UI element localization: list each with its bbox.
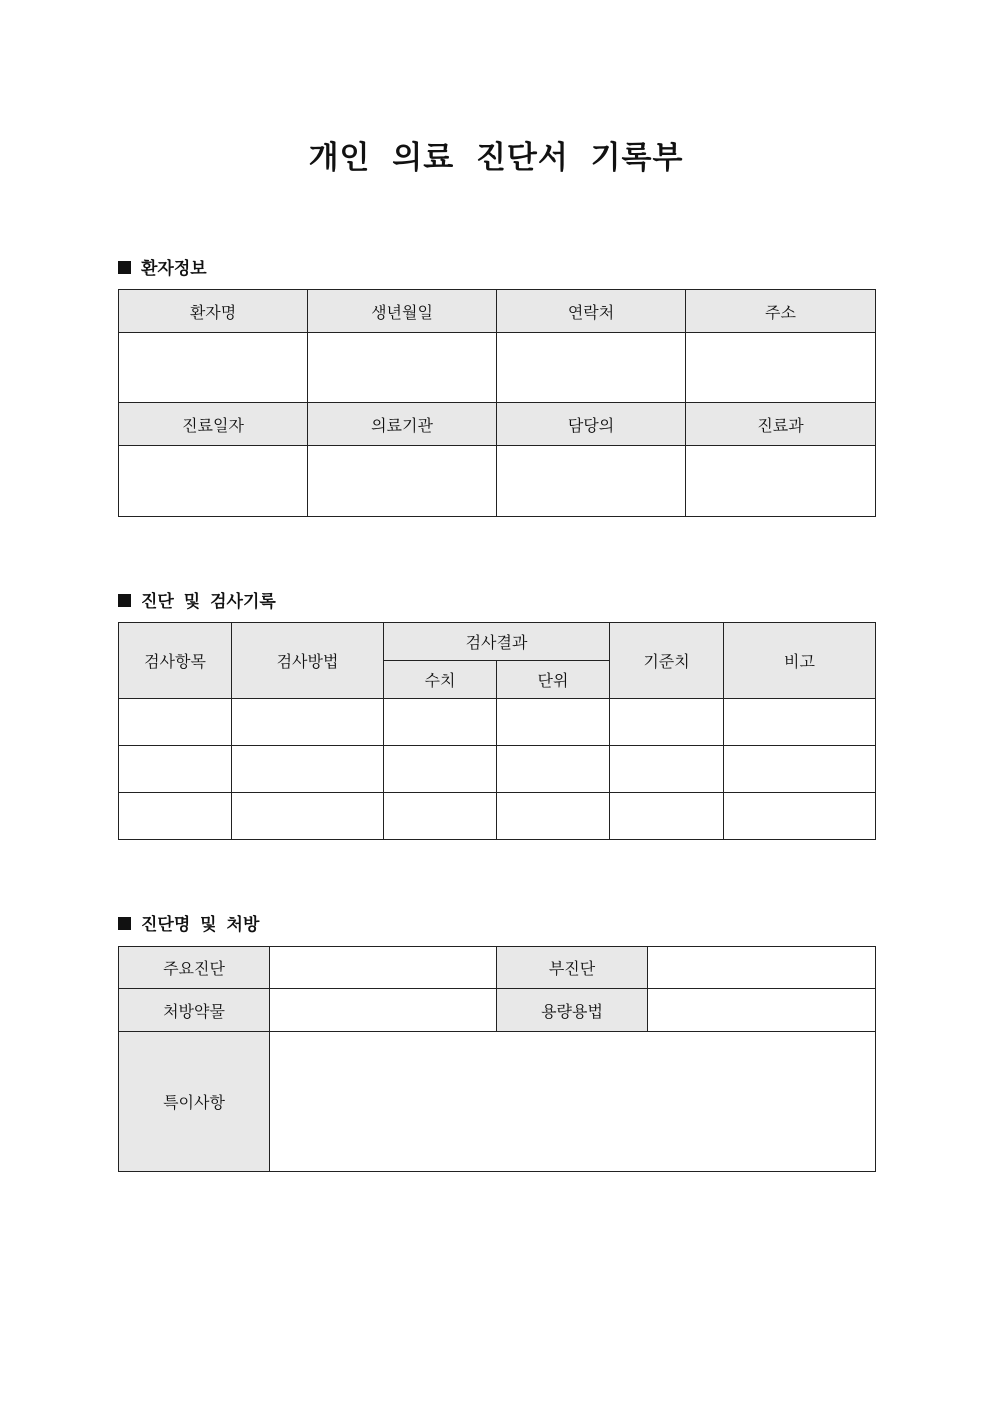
contact-field[interactable] <box>497 333 686 403</box>
exam-method-cell[interactable] <box>232 793 384 840</box>
header-department: 진료과 <box>686 403 876 446</box>
header-unit: 단위 <box>497 661 610 699</box>
exam-value-cell[interactable] <box>384 699 497 746</box>
patient-info-table <box>118 289 876 517</box>
section-heading-diagnosis <box>118 910 259 935</box>
document-title: 개인 의료 진단서 기록부 <box>308 140 684 176</box>
header-exam-item: 검사항목 <box>119 623 232 699</box>
sub-diagnosis-label: 부진단 <box>497 947 648 989</box>
header-reference: 기준치 <box>610 623 724 699</box>
dosage-label: 용량용법 <box>497 989 648 1032</box>
medication-field[interactable] <box>270 989 497 1032</box>
remarks-label: 특이사항 <box>119 1032 270 1172</box>
header-visit-date: 진료일자 <box>119 403 308 446</box>
exam-unit-cell[interactable] <box>497 699 610 746</box>
medication-label: 처방약물 <box>119 989 270 1032</box>
header-patient-name: 환자명 <box>119 290 308 333</box>
header-birthdate: 생년월일 <box>308 290 497 333</box>
exam-note-cell[interactable] <box>724 793 876 840</box>
main-diagnosis-field[interactable] <box>270 947 497 989</box>
square-bullet-icon <box>118 594 131 607</box>
header-institution: 의료기관 <box>308 403 497 446</box>
exam-method-cell[interactable] <box>232 746 384 793</box>
address-field[interactable] <box>686 333 876 403</box>
header-doctor: 담당의 <box>497 403 686 446</box>
exam-record-table <box>118 622 876 840</box>
table-row <box>119 793 876 840</box>
section-heading-patient <box>118 254 207 279</box>
header-address: 주소 <box>686 290 876 333</box>
section-heading-text: 진단명 및 처방 <box>141 915 260 935</box>
table-row <box>119 746 876 793</box>
table-row <box>119 699 876 746</box>
exam-unit-cell[interactable] <box>497 793 610 840</box>
exam-value-cell[interactable] <box>384 746 497 793</box>
exam-note-cell[interactable] <box>724 699 876 746</box>
patient-name-field[interactable] <box>119 333 308 403</box>
section-heading-text: 진단 및 검사기록 <box>141 592 276 612</box>
header-note: 비고 <box>724 623 876 699</box>
header-exam-result: 검사결과 <box>384 623 610 661</box>
exam-item-cell[interactable] <box>119 746 232 793</box>
exam-reference-cell[interactable] <box>610 793 724 840</box>
remarks-field[interactable] <box>270 1032 876 1172</box>
exam-reference-cell[interactable] <box>610 746 724 793</box>
department-field[interactable] <box>686 446 876 517</box>
section-heading-text: 환자정보 <box>141 259 207 279</box>
exam-item-cell[interactable] <box>119 793 232 840</box>
sub-diagnosis-field[interactable] <box>648 947 876 989</box>
exam-unit-cell[interactable] <box>497 746 610 793</box>
birthdate-field[interactable] <box>308 333 497 403</box>
institution-field[interactable] <box>308 446 497 517</box>
doctor-field[interactable] <box>497 446 686 517</box>
exam-item-cell[interactable] <box>119 699 232 746</box>
exam-reference-cell[interactable] <box>610 699 724 746</box>
header-exam-method: 검사방법 <box>232 623 384 699</box>
main-diagnosis-label: 주요진단 <box>119 947 270 989</box>
exam-method-cell[interactable] <box>232 699 384 746</box>
square-bullet-icon <box>118 261 131 274</box>
section-heading-exam <box>118 587 276 612</box>
exam-value-cell[interactable] <box>384 793 497 840</box>
visit-date-field[interactable] <box>119 446 308 517</box>
square-bullet-icon <box>118 917 131 930</box>
header-value: 수치 <box>384 661 497 699</box>
dosage-field[interactable] <box>648 989 876 1032</box>
exam-note-cell[interactable] <box>724 746 876 793</box>
diagnosis-table <box>118 946 876 1172</box>
header-contact: 연락처 <box>497 290 686 333</box>
